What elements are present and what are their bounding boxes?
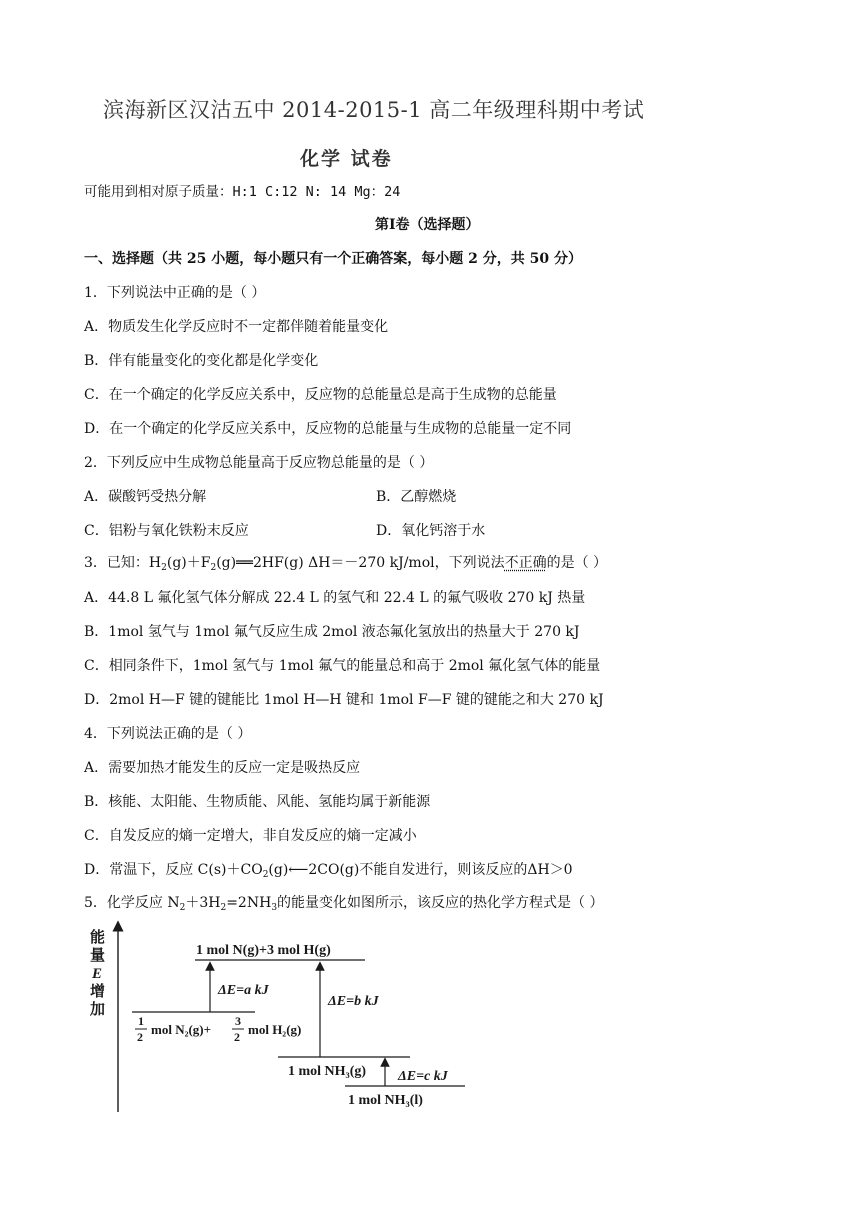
level-reactants-label xyxy=(135,1014,301,1044)
axis-label-char: E xyxy=(92,966,103,982)
level-nh3-liquid-label: 1 mol NH₃(l) xyxy=(348,1093,423,1108)
q2-option-b: B．乙醇燃烧 xyxy=(376,489,457,505)
q2-option-d: D．氧化钙溶于水 xyxy=(376,523,486,539)
q3-option-b: B．1mol 氢气与 1mol 氟气反应生成 2mol 液态氟化氢放出的热量大于 270 kJ xyxy=(84,624,580,640)
q4-option-c: C．自发反应的熵一定增大，非自发反应的熵一定减小 xyxy=(84,828,417,844)
delta-b-label: ΔE=b kJ xyxy=(328,994,379,1009)
delta-c-label: ΔE=c kJ xyxy=(398,1069,448,1084)
q1-option-c: C．在一个确定的化学反应关系中，反应物的总能量总是高于生成物的总能量 xyxy=(84,387,557,403)
q3-stem: 3．已知：$H_2(g)+F_2(g)══2HF(g)$ ΔH＝－270 kJ/mol，下列说法不正确的是（ ） xyxy=(84,555,608,573)
svg-text:mol H₂(g): mol H₂(g) xyxy=(248,1022,302,1037)
section-title: 一、选择题（共 25 小题，每小题只有一个正确答案，每小题 2 分，共 50 分） xyxy=(84,251,582,267)
level-atoms-label: 1 mol N(g)+3 mol H(g) xyxy=(196,943,331,958)
axis-label-char: 加 xyxy=(90,1002,106,1018)
svg-text:1: 1 xyxy=(138,1014,144,1028)
q3-option-a: A．44.8 L 氟化氢气体分解成 22.4 L 的氢气和 22.4 L 的氟气吸收 270 kJ 热量 xyxy=(84,590,586,606)
q4-option-a: A．需要加热才能发生的反应一定是吸热反应 xyxy=(84,760,361,776)
svg-text:2: 2 xyxy=(137,1030,143,1044)
q1-option-b: B．伴有能量变化的变化都是化学变化 xyxy=(84,353,319,369)
energy-level-diagram xyxy=(80,920,500,1120)
q3-option-c: C．相同条件下，1mol 氢气与 1mol 氟气的能量总和高于 2mol 氟化氢气体的能量 xyxy=(84,658,601,674)
level-nh3-gas-label: 1 mol NH₃(g) xyxy=(288,1064,367,1079)
q4-option-d: D．常温下，反应 $C(s)+CO_2(g)⟵2CO(g)$不能自发进行，则该反应的ΔH＞0 xyxy=(84,862,573,880)
atomic-masses: 可能用到相对原子质量：H:1 C:12 N: 14 Mg：24 xyxy=(84,184,401,200)
svg-text:mol N₂(g)+: mol N₂(g)+ xyxy=(151,1022,212,1037)
q2-option-c: C．铝粉与氧化铁粉末反应 xyxy=(84,523,249,539)
axis-label-char: 能 xyxy=(90,930,106,946)
emphasis-not-correct: 不正确 xyxy=(504,555,547,571)
exam-subtitle: 化学 试卷 xyxy=(300,148,393,170)
delta-a-label: ΔE=a kJ xyxy=(218,983,269,998)
exam-title: 滨海新区汉沽五中 2014-2015-1 高二年级理科期中考试 xyxy=(103,98,645,122)
volume-title: 第Ⅰ卷（选择题） xyxy=(375,217,480,233)
q3-option-d: D．2mol H—F 键的键能比 1mol H—H 键和 1mol F—F 键的键能之和大 270 kJ xyxy=(84,692,604,708)
q1-option-d: D．在一个确定的化学反应关系中，反应物的总能量与生成物的总能量一定不同 xyxy=(84,421,572,437)
q1-option-a: A．物质发生化学反应时不一定都伴随着能量变化 xyxy=(84,319,389,335)
q4-stem: 4．下列说法正确的是（ ） xyxy=(84,726,252,742)
q1-stem: 1．下列说法中正确的是（ ） xyxy=(84,285,266,301)
q2-option-a: A．碳酸钙受热分解 xyxy=(84,489,207,505)
axis-label-char: 增 xyxy=(90,984,106,1000)
q2-stem: 2．下列反应中生成物总能量高于反应物总能量的是（ ） xyxy=(84,455,434,471)
axis-label-char: 量 xyxy=(90,948,106,964)
q5-stem: 5．化学反应 $N_2+3H_2=2NH_3$的能量变化如图所示，该反应的热化学方程式是（ ） xyxy=(84,895,604,913)
q4-option-b: B．核能、太阳能、生物质能、风能、氢能均属于新能源 xyxy=(84,794,431,810)
svg-text:3: 3 xyxy=(235,1014,241,1028)
svg-text:2: 2 xyxy=(234,1030,240,1044)
